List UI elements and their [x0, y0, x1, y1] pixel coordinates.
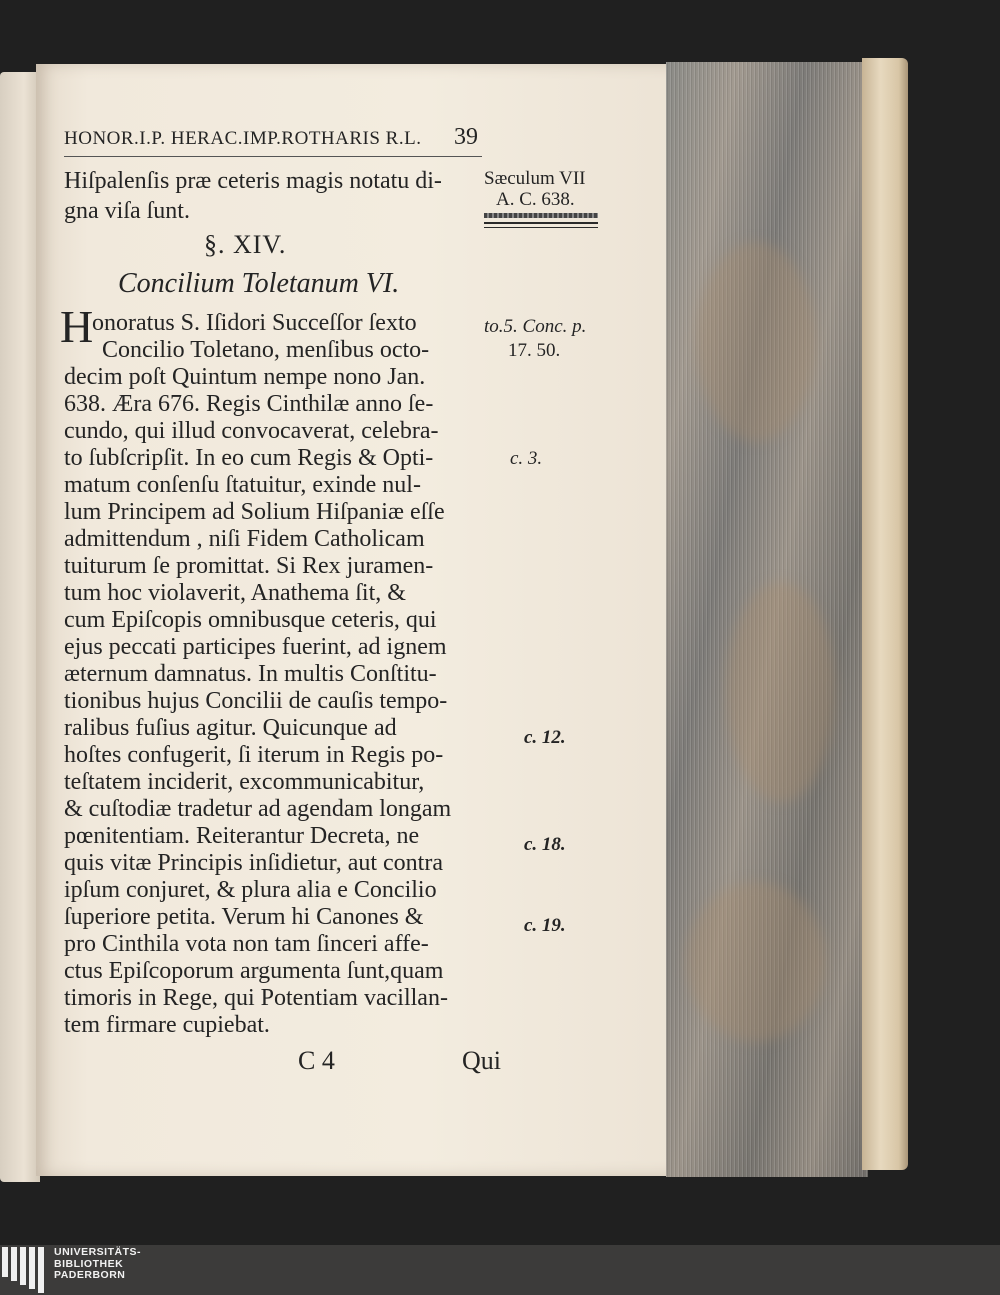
margin-ornament — [484, 213, 598, 218]
paragraph-line: cundo, qui illud convocaverat, celebra- — [64, 418, 439, 444]
paragraph-line: tum hoc violaverit, Anathema ſit, & — [64, 580, 406, 606]
header-rule — [64, 156, 482, 157]
paragraph-line: ctus Epiſcoporum argumenta ſunt,quam — [64, 958, 444, 984]
margin-ref: c. 18. — [524, 834, 566, 855]
margin-anno: A. C. 638. — [496, 189, 575, 210]
logo-line: PADERBORN — [54, 1269, 126, 1281]
paragraph-line: ralibus fuſius agitur. Quicunque ad — [64, 715, 397, 741]
library-footer — [0, 1245, 1000, 1295]
margin-ref: c. 12. — [524, 727, 566, 748]
library-logo-icon — [0, 1245, 46, 1295]
paragraph-line: hoſtes confugerit, ſi iterum in Regis po- — [64, 742, 444, 768]
paragraph-line: pro Cinthila vota non tam ſinceri affe- — [64, 931, 429, 957]
margin-saeculum: Sæculum VII — [484, 168, 586, 189]
page-block-edges — [666, 62, 868, 1177]
paragraph-line: matum conſenſu ſtatuitur, exinde nul- — [64, 472, 421, 498]
margin-ref: to.5. Conc. p. — [484, 316, 587, 337]
paragraph-line: tuiturum ſe promittat. Si Rex juramen- — [64, 553, 434, 579]
section-heading: §. XIV. — [204, 230, 287, 259]
margin-rule — [484, 227, 598, 228]
drop-cap: H — [60, 301, 94, 352]
paragraph-line: Concilio Toletano, menſibus octo- — [102, 337, 430, 363]
margin-ref: 17. 50. — [508, 340, 561, 361]
paragraph-line: ejus peccati participes fuerint, ad ignem — [64, 634, 447, 660]
paragraph-line: decim poſt Quintum nempe nono Jan. — [64, 364, 426, 390]
margin-rule — [484, 222, 598, 224]
catchword: Qui — [462, 1046, 501, 1075]
section-title: Concilium Toletanum VI. — [118, 268, 400, 299]
book-cover-board — [862, 58, 908, 1170]
paragraph-line: quis vitæ Principis inſidietur, aut contra — [64, 850, 443, 876]
paragraph-line: onoratus S. Iſidori Succeſſor ſexto — [92, 310, 417, 336]
paragraph-line: teſtatem inciderit, excommunicabitur, — [64, 769, 425, 795]
body-line: gna viſa ſunt. — [64, 198, 190, 224]
library-logo-text — [54, 1247, 141, 1282]
paragraph-line: tionibus hujus Concilii de cauſis tempo- — [64, 688, 448, 714]
paragraph-line: pœnitentiam. Reiterantur Decreta, ne — [64, 823, 420, 849]
paragraph-line: tem firmare cupiebat. — [64, 1012, 270, 1038]
paragraph-line: cum Epiſcopis omnibusque ceteris, qui — [64, 607, 437, 633]
paragraph-line: to ſubſcripſit. In eo cum Regis & Opti- — [64, 445, 434, 471]
signature-mark: C 4 — [298, 1046, 335, 1075]
margin-ref: c. 3. — [510, 448, 543, 469]
paragraph-line: ipſum conjuret, & plura alia e Concilio — [64, 877, 437, 903]
paragraph-line: & cuſtodiæ tradetur ad agendam longam — [64, 796, 452, 822]
page-number: 39 — [454, 124, 478, 150]
left-page-edge — [0, 72, 40, 1182]
running-head: HONOR.I.P. HERAC.IMP.ROTHARIS R.L. — [64, 128, 422, 149]
paragraph-line: admittendum , niſi Fidem Catholicam — [64, 526, 425, 552]
logo-line: BIBLIOTHEK — [54, 1257, 124, 1270]
paragraph-line: lum Principem ad Solium Hiſpaniæ eſſe — [64, 499, 445, 525]
paragraph-line: ſuperiore petita. Verum hi Canones & — [64, 904, 424, 930]
margin-ref: c. 19. — [524, 915, 566, 936]
paragraph-line: æternum damnatus. In multis Conſtitu- — [64, 661, 437, 687]
logo-line: UNIVERSITÄTS- — [54, 1246, 142, 1258]
paragraph-line: 638. Æra 676. Regis Cinthilæ anno ſe- — [64, 391, 434, 417]
body-line: Hiſpalenſis præ ceteris magis notatu di- — [64, 168, 442, 194]
paragraph-line: timoris in Rege, qui Potentiam vacillan- — [64, 985, 448, 1011]
